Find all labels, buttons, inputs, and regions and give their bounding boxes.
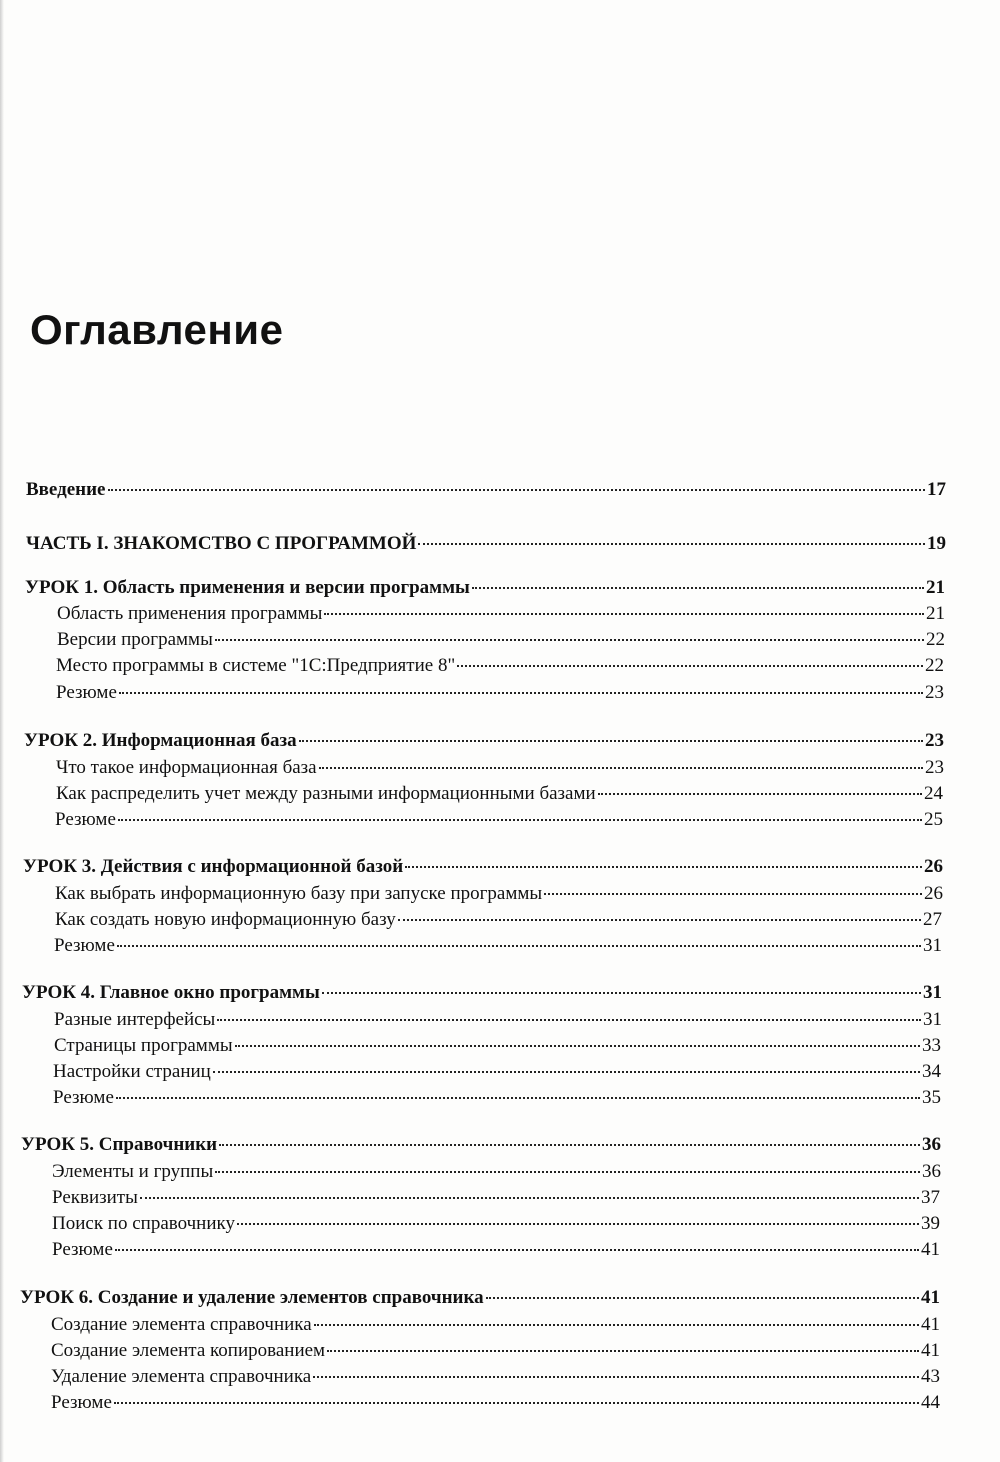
toc-entry-label: УРОК 4. Главное окно программы	[22, 982, 320, 1003]
toc-entry[interactable]	[51, 1339, 940, 1363]
toc-entry-label: Область применения программы	[57, 603, 323, 624]
toc-entry[interactable]	[52, 1212, 940, 1236]
toc-entry[interactable]	[52, 1186, 940, 1210]
toc-entry[interactable]	[20, 1286, 940, 1310]
toc-entry-page: 41	[921, 1314, 940, 1335]
toc-leader-dots	[472, 587, 924, 589]
toc-entry-label: УРОК 1. Область применения и версии программы	[25, 577, 470, 598]
toc-entry-label: Страницы программы	[54, 1035, 233, 1056]
toc-leader-dots	[140, 1197, 919, 1199]
toc-leader-dots	[213, 1071, 920, 1073]
toc-entry[interactable]	[26, 478, 946, 502]
toc-entry-label: Создание элемента справочника	[51, 1314, 312, 1335]
toc-entry-label: Место программы в системе "1С:Предприятие 8"	[56, 655, 456, 676]
toc-entry-label: Резюме	[56, 682, 117, 703]
toc-entry[interactable]	[57, 628, 945, 652]
toc-entry-label: Что такое информационная база	[56, 757, 317, 778]
toc-entry[interactable]	[55, 882, 943, 906]
toc-entry-label: Удаление элемента справочника	[51, 1366, 312, 1387]
toc-leader-dots	[313, 1376, 919, 1378]
toc-entry[interactable]	[26, 532, 946, 556]
toc-entry-page: 36	[922, 1161, 941, 1182]
toc-leader-dots	[118, 819, 922, 821]
toc-entry[interactable]	[51, 1313, 940, 1337]
toc-entry-page: 23	[925, 757, 944, 778]
toc-entry[interactable]	[54, 934, 942, 958]
toc-entry[interactable]	[23, 855, 943, 879]
toc-entry[interactable]	[54, 1034, 941, 1058]
toc-leader-dots	[219, 1144, 920, 1146]
toc-leader-dots	[327, 1350, 919, 1352]
toc-leader-dots	[119, 692, 923, 694]
toc-leader-dots	[418, 543, 925, 545]
toc-entry[interactable]	[25, 576, 945, 600]
toc-entry-label: УРОК 2. Информационная база	[24, 730, 297, 751]
toc-entry-page: 23	[925, 730, 944, 751]
toc-leader-dots	[319, 767, 923, 769]
toc-entry-page: 35	[922, 1087, 941, 1108]
toc-entry-page: 44	[921, 1392, 940, 1413]
toc-entry-label: Резюме	[51, 1392, 112, 1413]
toc-leader-dots	[215, 639, 924, 641]
toc-leader-dots	[405, 866, 922, 868]
toc-entry-page: 37	[921, 1187, 940, 1208]
toc-leader-dots	[115, 1249, 919, 1251]
toc-entry-label: Поиск по справочнику	[52, 1213, 235, 1234]
toc-entry-page: 36	[922, 1134, 941, 1155]
toc-entry-page: 43	[921, 1366, 940, 1387]
toc-leader-dots	[299, 740, 923, 742]
toc-leader-dots	[217, 1019, 921, 1021]
toc-entry-page: 39	[921, 1213, 940, 1234]
toc-entry[interactable]	[56, 681, 944, 705]
toc-entry-page: 25	[924, 809, 943, 830]
toc-entry-label: Резюме	[55, 809, 116, 830]
toc-entry-label: ЧАСТЬ I. ЗНАКОМСТВО С ПРОГРАММОЙ	[26, 533, 417, 554]
toc-entry-label: Элементы и группы	[52, 1161, 214, 1182]
toc-entry-page: 23	[925, 682, 944, 703]
toc-entry-page: 26	[924, 883, 943, 904]
toc-leader-dots	[322, 992, 921, 994]
toc-entry-label: Резюме	[54, 935, 115, 956]
toc-leader-dots	[215, 1171, 920, 1173]
toc-entry[interactable]	[51, 1391, 940, 1415]
toc-entry-label: Введение	[26, 479, 106, 500]
toc-entry-label: Резюме	[53, 1087, 114, 1108]
toc-entry-label: Версии программы	[57, 629, 213, 650]
toc-entry[interactable]	[52, 1160, 941, 1184]
toc-entry[interactable]	[24, 729, 944, 753]
toc-entry-page: 21	[926, 577, 945, 598]
toc-leader-dots	[457, 665, 923, 667]
toc-leader-dots	[235, 1045, 920, 1047]
toc-entry[interactable]	[55, 908, 942, 932]
toc-leader-dots	[114, 1402, 919, 1404]
toc-entry-page: 41	[921, 1239, 940, 1260]
toc-entry[interactable]	[55, 808, 943, 832]
toc-entry-page: 41	[921, 1340, 940, 1361]
toc-entry-label: Резюме	[52, 1239, 113, 1260]
toc-entry-page: 21	[926, 603, 945, 624]
toc-leader-dots	[544, 893, 922, 895]
toc-leader-dots	[324, 613, 924, 615]
toc-entry-page: 24	[924, 783, 943, 804]
toc-entry-page: 31	[923, 935, 942, 956]
toc-entry-page: 19	[927, 533, 946, 554]
toc-leader-dots	[237, 1223, 919, 1225]
toc-entry-page: 33	[922, 1035, 941, 1056]
toc-entry-page: 27	[923, 909, 942, 930]
toc-entry[interactable]	[22, 981, 942, 1005]
toc-entry-label: Как выбрать информационную базу при запуске программы	[55, 883, 543, 904]
toc-leader-dots	[486, 1297, 919, 1299]
toc-entry[interactable]	[56, 782, 943, 806]
toc-leader-dots	[117, 945, 921, 947]
toc-entry-page: 22	[926, 629, 945, 650]
toc-entry[interactable]	[52, 1238, 940, 1262]
toc-entry-label: Разные интерфейсы	[54, 1009, 216, 1030]
toc-entry-label: Настройки страниц	[53, 1061, 211, 1082]
toc-entry-label: Как создать новую информационную базу	[55, 909, 396, 930]
toc-entry[interactable]	[53, 1086, 941, 1110]
toc-entry-page: 31	[923, 982, 942, 1003]
toc-entry[interactable]	[21, 1133, 941, 1157]
page-title: Оглавление	[30, 306, 284, 353]
toc-entry-page: 31	[923, 1009, 942, 1030]
toc-entry-label: Реквизиты	[52, 1187, 138, 1208]
toc-entry-page: 22	[925, 655, 944, 676]
toc-entry[interactable]	[56, 756, 944, 780]
toc-leader-dots	[598, 793, 922, 795]
toc-entry-page: 26	[924, 856, 943, 877]
toc-entry[interactable]	[57, 602, 945, 626]
toc-entry-label: УРОК 5. Справочники	[21, 1134, 218, 1155]
toc-entry-page: 17	[927, 479, 946, 500]
toc-entry-label: УРОК 6. Создание и удаление элементов справочника	[20, 1287, 484, 1308]
toc-entry-page: 41	[921, 1287, 940, 1308]
toc-leader-dots	[108, 489, 926, 491]
toc-leader-dots	[116, 1097, 920, 1099]
toc-leader-dots	[314, 1324, 919, 1326]
toc-leader-dots	[398, 919, 921, 921]
toc-entry[interactable]	[56, 654, 944, 678]
toc-entry-page: 34	[922, 1061, 941, 1082]
toc-entry[interactable]	[53, 1060, 941, 1084]
toc-entry[interactable]	[54, 1008, 942, 1032]
toc-entry-label: УРОК 3. Действия с информационной базой	[23, 856, 404, 877]
toc-entry[interactable]	[51, 1365, 940, 1389]
toc-entry-label: Как распределить учет между разными информационными базами	[56, 783, 596, 804]
toc-entry-label: Создание элемента копированием	[51, 1340, 326, 1361]
